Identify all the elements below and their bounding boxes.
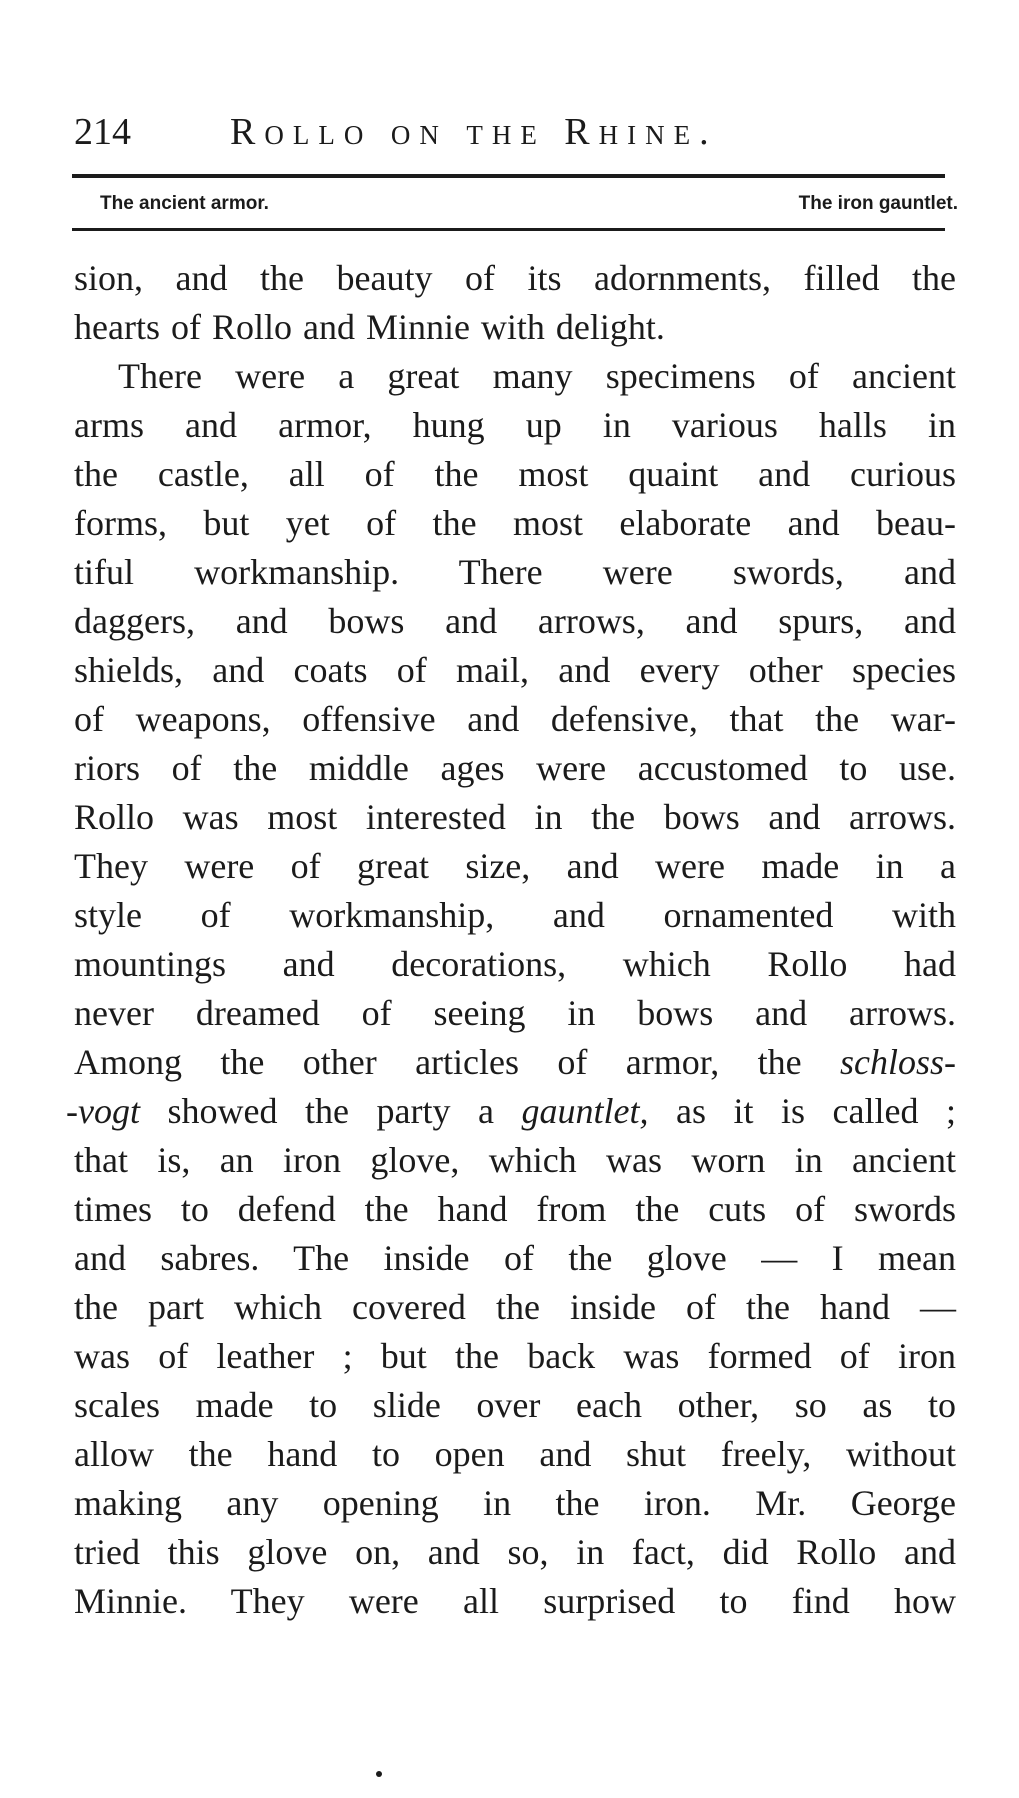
text-line: tried this glove on, and so, in fact, did Rollo and	[74, 1532, 956, 1572]
text-line-with-italic	[74, 1038, 956, 1087]
text-line: tiful workmanship. There were swords, and	[74, 552, 956, 592]
subhead-right: The iron gauntlet.	[798, 193, 958, 214]
text-line: making any opening in the iron. Mr. George	[74, 1483, 956, 1523]
page-number: 214	[74, 111, 131, 153]
text-fragment: showed the party a	[139, 1091, 522, 1131]
subhead-left: The ancient armor.	[100, 193, 269, 214]
text-line-with-italics	[66, 1087, 956, 1136]
text-fragment: Among the other articles of armor, the	[74, 1042, 840, 1082]
ink-speck	[376, 1771, 382, 1777]
text-line: forms, but yet of the most elaborate and beau-	[74, 503, 956, 543]
text-line: riors of the middle ages were accustomed to use.	[74, 748, 956, 788]
section-subheads	[100, 184, 958, 224]
text-line: sion, and the beauty of its adornments, filled the	[74, 258, 956, 298]
italic-word-schloss: schloss-	[840, 1042, 956, 1082]
text-line: They were of great size, and were made in a	[74, 846, 956, 886]
text-line: hearts of Rollo and Minnie with delight.	[74, 307, 665, 347]
text-line: shields, and coats of mail, and every other species	[74, 650, 956, 690]
text-line: style of workmanship, and ornamented with	[74, 895, 956, 935]
text-line: allow the hand to open and shut freely, without	[74, 1434, 956, 1474]
running-head	[74, 102, 944, 162]
text-line: Rollo was most interested in the bows and arrows.	[74, 797, 956, 837]
text-line: scales made to slide over each other, so as to	[74, 1385, 956, 1425]
header-rule-top	[72, 174, 945, 178]
text-line: Minnie. They were all surprised to find how	[74, 1581, 956, 1621]
text-line: mountings and decorations, which Rollo had	[74, 944, 956, 984]
text-line: of weapons, offensive and defensive, that the war-	[74, 699, 956, 739]
italic-word-vogt: -vogt	[66, 1091, 140, 1131]
text-fragment: as it is called ;	[648, 1091, 956, 1131]
paragraph-start-line: There were a great many specimens of ancient	[118, 356, 956, 396]
italic-word-gauntlet: gauntlet,	[521, 1091, 649, 1131]
text-line: arms and armor, hung up in various halls in	[74, 405, 956, 445]
text-line: was of leather ; but the back was formed of iron	[74, 1336, 956, 1376]
text-line: and sabres. The inside of the glove — I mean	[74, 1238, 956, 1278]
text-line: that is, an iron glove, which was worn in ancient	[74, 1140, 956, 1180]
text-line: daggers, and bows and arrows, and spurs, and	[74, 601, 956, 641]
text-line: times to defend the hand from the cuts of swords	[74, 1189, 956, 1229]
header-rule-bottom	[72, 228, 945, 231]
book-title: Rollo on the Rhine.	[230, 111, 718, 153]
text-line: the part which covered the inside of the hand —	[74, 1287, 956, 1327]
body-text	[66, 254, 956, 1626]
text-line: the castle, all of the most quaint and curious	[74, 454, 956, 494]
text-line: never dreamed of seeing in bows and arrows.	[74, 993, 956, 1033]
